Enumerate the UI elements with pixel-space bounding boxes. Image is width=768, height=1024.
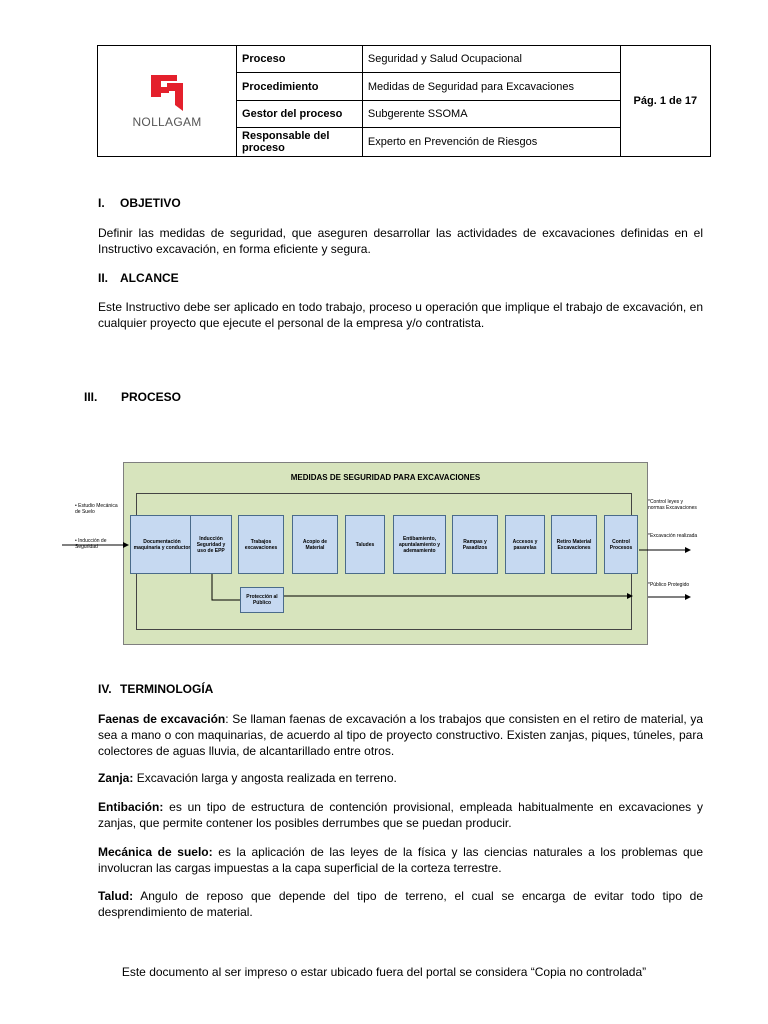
term-talud — [98, 888, 703, 920]
term-definition: es un tipo de estructura de contención provisional, empleada habitualmente en excavaciones y zanjas, que permite contener los posibles derrumbes que se puedan producir. — [98, 800, 703, 830]
header-value-responsable: Experto en Prevención de Riesgos — [362, 128, 620, 157]
header-value-gestor: Subgerente SSOMA — [362, 101, 620, 128]
step-retiro-material: Retiro Material Excavaciones — [551, 515, 597, 574]
page-number: Pág. 1 de 17 — [620, 46, 710, 157]
heading-objetivo — [98, 196, 181, 210]
step-control-procesos: Control Procesos — [604, 515, 638, 574]
step-induccion: Inducción Seguridad y uso de EPP — [190, 515, 232, 574]
logo-text: NOLLAGAM — [132, 115, 202, 129]
term-name: Faenas de excavación — [98, 712, 226, 726]
term-entibacion — [98, 799, 703, 831]
step-trabajos-excavaciones: Trabajos excavaciones — [238, 515, 284, 574]
heading-number: I. — [98, 196, 105, 210]
input-induccion-seguridad: • Inducción de Seguridad — [75, 538, 107, 550]
heading-title: ALCANCE — [120, 271, 179, 285]
heading-title: TERMINOLOGÍA — [120, 682, 214, 696]
term-name: Talud: — [98, 889, 134, 903]
input-estudio-suelo: • Estudio Mecánica de Suelo — [75, 503, 118, 515]
heading-number: III. — [84, 390, 98, 404]
term-faenas — [98, 711, 703, 759]
term-name: Entibación: — [98, 800, 164, 814]
step-accesos-pasarelas: Accesos y pasarelas — [505, 515, 545, 574]
header-label-responsable: Responsable del proceso — [237, 128, 363, 157]
heading-proceso — [84, 390, 181, 404]
header-value-proceso: Seguridad y Salud Ocupacional — [362, 46, 620, 73]
step-taludes: Taludes — [345, 515, 385, 574]
step-rampas-pasadizos: Rampas y Pasadizos — [452, 515, 498, 574]
term-zanja — [98, 770, 703, 786]
term-separator: : — [225, 712, 233, 726]
footer-note: Este documento al ser impreso o estar ubicado fuera del portal se considera “Copia no controlada” — [121, 965, 647, 979]
diagram-title: MEDIDAS DE SEGURIDAD PARA EXCAVACIONES — [290, 473, 481, 482]
nollagam-logo-icon — [149, 73, 185, 113]
header-value-procedimiento: Medidas de Seguridad para Excavaciones — [362, 73, 620, 101]
header-label-gestor: Gestor del proceso — [237, 101, 363, 128]
heading-title: OBJETIVO — [120, 196, 181, 210]
output-publico-protegido: *Público Protegido — [648, 582, 690, 588]
term-name: Zanja: — [98, 771, 134, 785]
document-header — [97, 45, 711, 157]
step-acopio-material: Acopio de Material — [292, 515, 338, 574]
header-label-procedimiento: Procedimiento — [237, 73, 363, 101]
header-label-proceso: Proceso — [237, 46, 363, 73]
objetivo-text: Definir las medidas de seguridad, que aseguren desarrollar las actividades de excavaciones definidas en el Instructivo excavación, en forma eficiente y segura. — [98, 226, 703, 256]
step-documentacion: Documentación maquinaria y conductor — [130, 515, 194, 574]
logo-cell — [98, 46, 237, 157]
step-entibamiento: Entibamiento, apuntalamiento y ademamiento — [393, 515, 446, 574]
alcance-text: Este Instructivo debe ser aplicado en todo trabajo, proceso u operación que implique el trabajo de excavación, en cualquier proyecto que ejecute el personal de la empresa y/o contratista. — [98, 300, 703, 330]
output-control-leyes: *Control leyes y normas Excavaciones — [648, 499, 697, 511]
term-definition: Excavación larga y angosta realizada en terreno. — [136, 771, 397, 785]
term-definition: es la aplicación de las leyes de la física y las ciencias naturales a los problemas que involucran las cargas impuestas a la capa superficial de la corteza terrestre. — [98, 845, 703, 875]
heading-number: IV. — [98, 682, 112, 696]
term-name: Mecánica de suelo: — [98, 845, 213, 859]
heading-alcance — [98, 271, 179, 285]
term-definition: Angulo de reposo que depende del tipo de terreno, el cual se encarga de evitar todo tipo de desprendimiento de material. — [98, 889, 704, 919]
term-definition: Se llaman faenas de excavación a los trabajos que consisten en el retiro de material, ya sea a mano o con maquinarias, de acuerdo al tipo de proyecto constructivo. Existen zanjas, piques, túneles, para colectores de aguas lluvia, de alcantarillado entre otros. — [98, 712, 704, 758]
output-excavacion-realizada: *Excavación realizada — [648, 533, 698, 539]
heading-terminologia — [98, 682, 213, 696]
heading-title: PROCESO — [121, 390, 182, 404]
input-label: Estudio Mecánica de Suelo — [75, 503, 118, 515]
input-label: Inducción de Seguridad — [75, 538, 107, 550]
step-proteccion-publico: Protección al Público — [240, 587, 284, 613]
term-mecanica-suelo — [98, 844, 703, 876]
heading-number: II. — [98, 271, 109, 285]
